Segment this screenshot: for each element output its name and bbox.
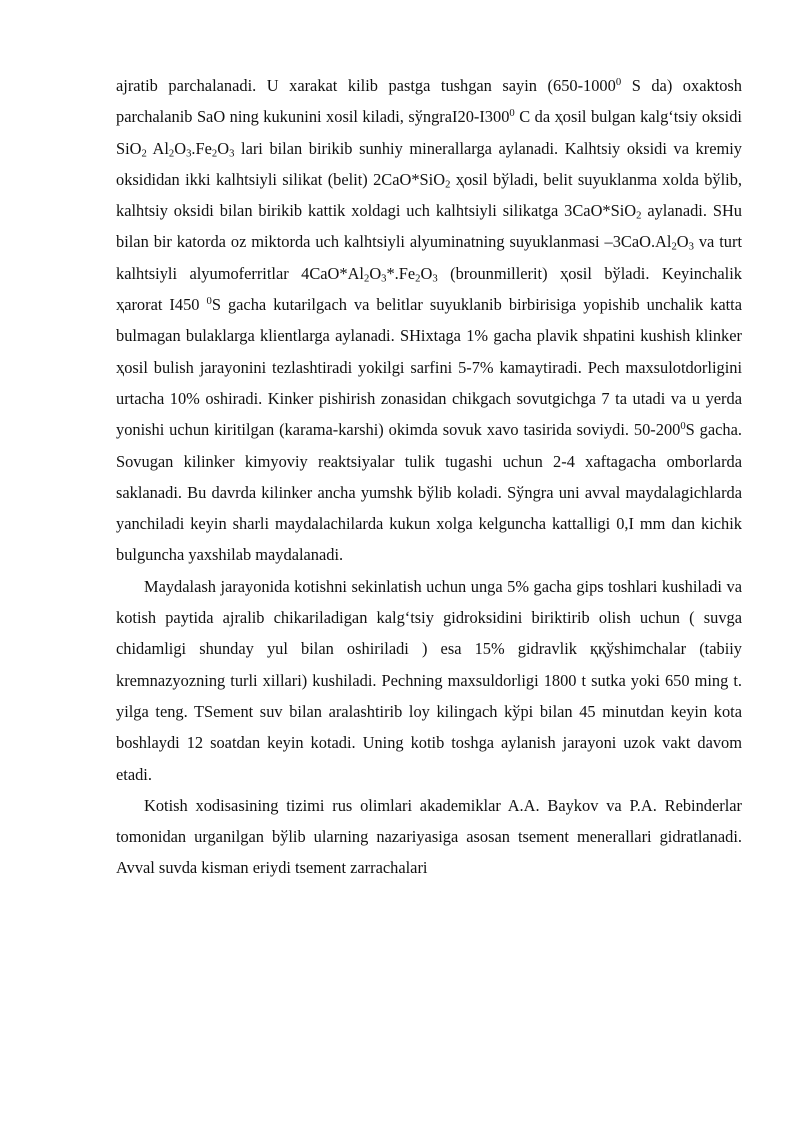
text-run: Maydalash jarayonida kotishni sekinlatish uchun unga 5% gacha gips toshlari kushiladi va kotish paytida ajralib chikariladigan kalgʻtsiy gidroksidini biriktirib olish uchun ( suvga chidamligi shunday yul bilan oshiriladi ) esa 15% gidravlik ққўshimchalar (tabiiy kremnazyozning turli xillari) kushiladi. Pechning maxsuldorligi 1800 t sutka yoki 650 ming t. yilga teng. TSement suv bilan aralashtirib loy kilingach kўpi bilan 45 minutdan keyin kota boshlaydi 12 soatdan keyin kotadi. Uning kotib toshga aylanish jarayoni uzok vakt davom etadi. <box>116 576 742 784</box>
subscript: 2 <box>363 273 370 285</box>
superscript: 0 <box>206 296 212 308</box>
text-run: O <box>369 263 382 283</box>
paragraph-3 <box>116 790 742 884</box>
subscript: 2 <box>671 242 677 254</box>
document-page <box>116 70 742 884</box>
text-run: C da ҳosil bulgan kalgʻtsiy oksidi SiO <box>116 107 742 158</box>
paragraph-2 <box>116 571 742 790</box>
text-run: (brounmillerit) ҳosil bўladi. Keyinchalik ҳarorat I450 <box>116 263 742 315</box>
subscript: 2 <box>445 179 451 191</box>
text-run: *.Fe <box>386 263 416 283</box>
superscript: 0 <box>615 77 622 89</box>
subscript: 2 <box>141 148 147 160</box>
superscript: 0 <box>680 421 686 433</box>
text-run: S da) oxaktosh parchalanib SaO ning kukunini xosil kiladi, sўngraI20-I300 <box>116 76 742 127</box>
text-run: Kotish xodisasining tizimi rus olimlari akademiklar A.A. Baykov va P.A. Rebinderlar tomonidan urganilgan bўlib ularning nazariyasiga asosan tsement menerallari gidratlanadi. Avval suvda kisman eriydi tsement zarrachalari <box>116 795 742 878</box>
text-run: O <box>174 138 187 158</box>
subscript: 3 <box>381 273 387 285</box>
text-run: va turt kalhtsiyli alyumoferritlar 4CaO*Al <box>116 232 742 283</box>
subscript: 2 <box>168 148 175 160</box>
text-run: aylanadi. SHu bilan bir katorda oz miktorda uch kalhtsiyli alyuminatning suyuklanmasi –3CaO.Al <box>116 201 742 252</box>
text-run: O <box>676 232 689 252</box>
text-run: .Fe <box>191 138 212 158</box>
text-run: S gacha kutarilgach va belitlar suyuklanib birbirisiga yopishib unchalik katta bulmagan bulaklarga klientlarga aylanadi. SHixtaga 1% gacha plavik shpatini kushish klinker ҳosil bulish jarayonini tezlashtiradi yokilgi sarfini 5-7% kamaytiradi. Pech maxsulotdorligini urtacha 10% oshiradi. Kinker pishirish zonasidan chikgach sovutgichga 7 ta utadi va u yerda yonishi uchun kiritilgan (karama-karshi) okimda sovuk xavo tasirida soviydi. 50-200 <box>116 295 742 440</box>
paragraph-1 <box>116 70 742 571</box>
subscript: 3 <box>186 148 192 160</box>
subscript: 2 <box>415 273 421 285</box>
text-run: ҳosil bўladi, belit suyuklanma xolda bўlib, kalhtsiy oksidi bilan birikib kattik xoldagi uch kalhtsiyli silikatga 3CaO*SiO <box>116 169 742 221</box>
superscript: 0 <box>509 108 515 120</box>
subscript: 3 <box>432 273 438 285</box>
text-run: lari bilan birikib sunhiy minerallarga aylanadi. Kalhtsiy oksidi va kremiy oksididan ikki kalhtsiyli silikat (belit) 2CaO*SiO <box>116 138 742 189</box>
text-run: O <box>420 263 433 283</box>
subscript: 3 <box>229 148 235 160</box>
text-run: Al <box>146 138 169 158</box>
text-run: S gacha. Sovugan kilinker kimyoviy reaktsiyalar tulik tugashi uchun 2-4 xaftagacha omborlarda saklanadi. Bu davrda kilinker ancha yumshk bўlib koladi. Sўngra uni avval maydalagichlarda yanchiladi keyin sharli maydalachilarda kukun xolga kelguncha kattalligi 0,I mm dan kichik bulguncha yaxshilab maydalanadi. <box>116 420 742 565</box>
text-run: O <box>217 138 230 158</box>
text-run: ajratib parchalanadi. U xarakat kilib pastga tushgan sayin (650-1000 <box>116 76 616 95</box>
subscript: 2 <box>636 210 642 222</box>
subscript: 2 <box>211 148 218 160</box>
subscript: 3 <box>688 242 694 254</box>
